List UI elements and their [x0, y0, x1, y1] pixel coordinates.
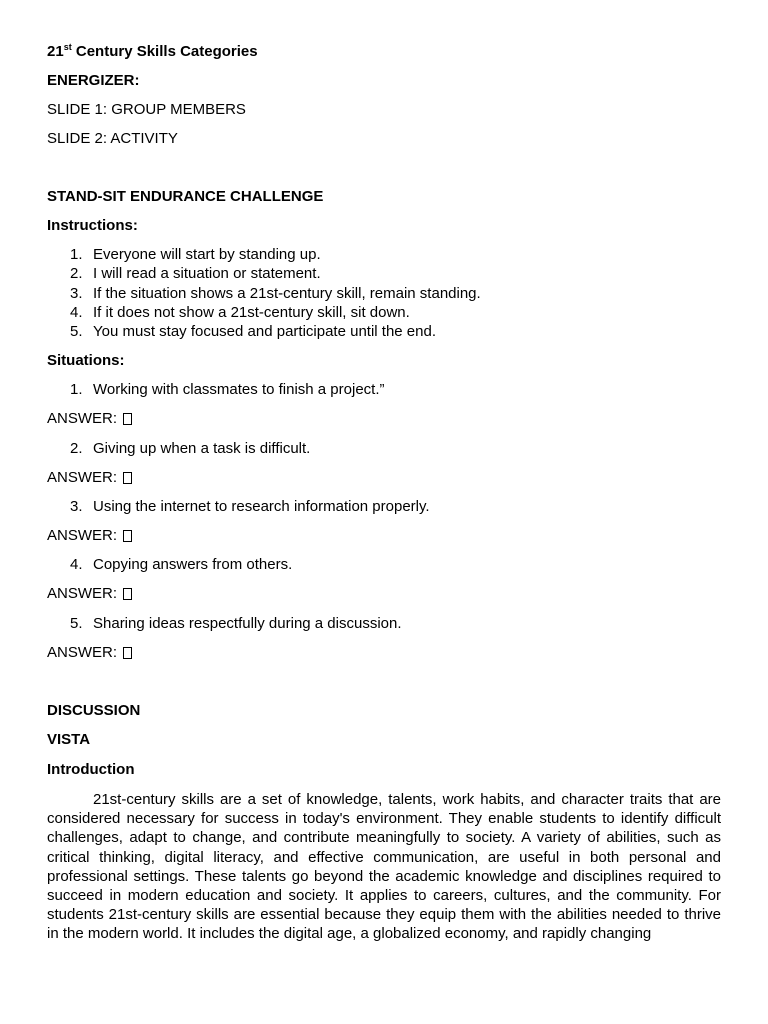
answer-label: ANSWER:	[47, 527, 118, 544]
instruction-item	[70, 304, 410, 322]
list-number: 4.	[70, 304, 83, 321]
situation-item	[70, 615, 402, 633]
answer-line	[47, 469, 132, 487]
situation-text: Working with classmates to finish a project.”	[93, 381, 385, 398]
slide2-line: SLIDE 2: ACTIVITY	[47, 130, 178, 147]
situation-text: Giving up when a task is difficult.	[93, 440, 311, 457]
slide1-line: SLIDE 1: GROUP MEMBERS	[47, 101, 246, 118]
introduction-paragraph: 21st-century skills are a set of knowledge, talents, work habits, and character traits that are considered necessary for success in today's environment. They enable students to identify difficult challenges, adapt to change, and contribute meaningfully to society. A variety of abilities, such as critical thinking, digital literacy, and effective communication, are useful in both personal and professional settings. These talents go beyond the academic knowledge and disciplines required to succeed in modern education and society. It applies to careers, cultures, and the community. For students 21st-century skills are essential because they equip them with the abilities needed to thrive in the modern world. It includes the digital age, a globalized economy, and rapidly changing	[47, 791, 721, 943]
missing-glyph-icon	[123, 472, 132, 484]
list-number: 1.	[70, 246, 83, 263]
instruction-item	[70, 323, 436, 341]
instruction-item	[70, 246, 321, 264]
discussion-heading: DISCUSSION	[47, 702, 141, 719]
situation-item	[70, 440, 310, 458]
answer-label: ANSWER:	[47, 410, 118, 427]
list-number: 5.	[70, 323, 83, 340]
instruction-text: If it does not show a 21st-century skill, sit down.	[93, 304, 410, 321]
instruction-item	[70, 265, 321, 283]
title-rest: Century Skills Categories	[71, 43, 258, 60]
missing-glyph-icon	[123, 530, 132, 542]
list-number: 1.	[70, 381, 83, 398]
vista-heading: VISTA	[47, 731, 91, 748]
situation-item	[70, 556, 292, 574]
answer-label: ANSWER:	[47, 585, 118, 602]
instruction-item	[70, 285, 481, 303]
answer-line	[47, 410, 132, 428]
situations-heading: Situations:	[47, 352, 125, 369]
list-number: 3.	[70, 498, 83, 515]
introduction-heading: Introduction	[47, 761, 135, 778]
list-number: 2.	[70, 265, 83, 282]
situation-item	[70, 381, 385, 399]
challenge-heading: STAND-SIT ENDURANCE CHALLENGE	[47, 188, 324, 205]
list-number: 3.	[70, 285, 83, 302]
answer-line	[47, 644, 132, 662]
missing-glyph-icon	[123, 413, 132, 425]
missing-glyph-icon	[123, 647, 132, 659]
title-prefix: 21	[47, 43, 64, 60]
instruction-text: You must stay focused and participate until the end.	[93, 323, 437, 340]
answer-line	[47, 527, 132, 545]
answer-label: ANSWER:	[47, 644, 118, 661]
situation-item	[70, 498, 430, 516]
list-number: 5.	[70, 615, 83, 632]
missing-glyph-icon	[123, 588, 132, 600]
energizer-heading: ENERGIZER:	[47, 72, 140, 89]
situation-text: Using the internet to research information properly.	[93, 498, 430, 515]
instruction-text: I will read a situation or statement.	[93, 265, 321, 282]
list-number: 2.	[70, 440, 83, 457]
answer-label: ANSWER:	[47, 469, 118, 486]
answer-line	[47, 585, 132, 603]
situation-text: Copying answers from others.	[93, 556, 293, 573]
document-title	[47, 43, 258, 61]
instruction-text: Everyone will start by standing up.	[93, 246, 321, 263]
list-number: 4.	[70, 556, 83, 573]
situation-text: Sharing ideas respectfully during a discussion.	[93, 615, 402, 632]
title-superscript: st	[63, 42, 72, 52]
instructions-heading: Instructions:	[47, 217, 138, 234]
instruction-text: If the situation shows a 21st-century skill, remain standing.	[93, 285, 481, 302]
